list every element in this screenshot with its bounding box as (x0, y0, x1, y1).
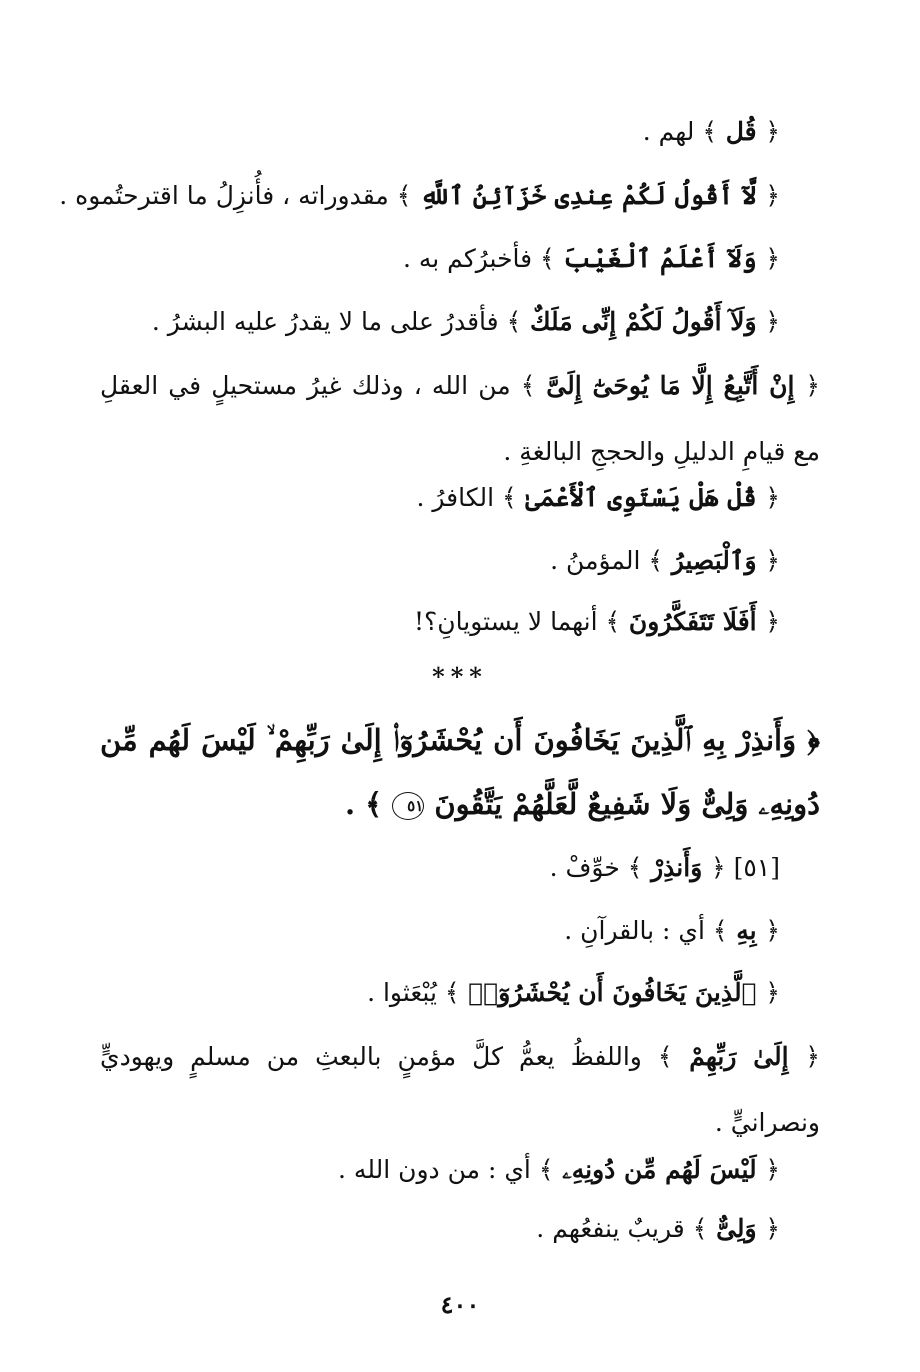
quran-quote: ﴿ وَلَآ أَقُولُ لَكُمْ إِنِّى مَلَكٌ ﴾ (506, 307, 780, 336)
quran-quote: ﴿ بِهِ ﴾ (712, 916, 780, 945)
line-7 (550, 545, 780, 577)
commentary-text: مقدوراته ، فأُنزِلُ ما اقترحتُموه . (59, 181, 389, 210)
commentary-text: فأخبرُكم به . (402, 244, 533, 273)
commentary-line-1 (550, 852, 780, 884)
main-verse-text: وَأَنذِرْ بِهِ ٱلَّذِينَ يَخَافُونَ أَن يُحْشَرُوٓا۟ إِلَىٰ رَبِّهِمْ ۙ لَيْسَ لَهُم مِّن دُونِهِۦ وَلِىٌّ وَلَا شَفِيعٌ لَّعَلَّهُمْ يَتَّقُونَ (100, 723, 820, 821)
commentary-text: واللفظُ يعمُّ كلَّ مؤمنٍ بالبعثِ من مسلمٍ ويهوديٍّ ونصرانيٍّ . (100, 1042, 820, 1137)
quran-quote: ﴿ أَفَلَا تَتَفَكَّرُونَ ﴾ (605, 607, 780, 636)
commentary-text: خوِّفْ . (549, 853, 620, 882)
quran-quote: ﴿ لَيْسَ لَهُم مِّن دُونِهِۦ ﴾ (538, 1155, 780, 1184)
commentary-line-4 (100, 1024, 820, 1156)
commentary-line-3 (367, 977, 780, 1009)
quran-quote: ﴿ وَأَنذِرْ ﴾ (627, 853, 726, 882)
line-1 (643, 116, 780, 148)
line-6 (416, 482, 780, 514)
line-8 (414, 606, 780, 638)
commentary-text: يُبْعَثوا . (367, 978, 437, 1007)
quran-quote: ﴿ إِلَىٰ رَبِّهِمْ ﴾ (657, 1042, 820, 1071)
quran-quote: ﴿ لَّآ أَقُولُ لَكُمْ عِندِى خَزَآئِنُ ٱللَّهِ ﴾ (396, 181, 780, 210)
quran-quote: ﴿ وَلَآ أَعْلَمُ ٱلْغَيْبَ ﴾ (540, 244, 780, 273)
quran-quote: ﴿ إِنْ أَتَّبِعُ إِلَّا مَا يُوحَىٰٓ إِلَىَّ ﴾ (520, 371, 820, 400)
commentary-text: أي : من دون الله . (338, 1155, 531, 1184)
quran-quote: ﴿ وَٱلْبَصِيرُ ﴾ (648, 546, 780, 575)
quran-quote: ﴿ قُل ﴾ (702, 117, 780, 146)
commentary-text: من الله ، وذلك غيرُ مستحيلٍ في العقلِ مع قيامِ الدليلِ والحججِ البالغةِ . (100, 371, 820, 466)
line-4 (152, 306, 780, 338)
commentary-text: الكافرُ . (416, 483, 495, 512)
section-separator: *** (432, 662, 488, 691)
line-3 (403, 243, 780, 275)
commentary-text: قريبٌ ينفعُهم . (536, 1214, 685, 1243)
commentary-line-5 (338, 1154, 780, 1186)
commentary-text: فأقدرُ على ما لا يقدرُ عليه البشرُ . (151, 307, 499, 336)
commentary-line-6 (536, 1213, 780, 1245)
commentary-line-2 (564, 915, 780, 947)
commentary-text: لهم . (642, 117, 695, 146)
line-5 (100, 353, 820, 485)
verse-ref: [٥١] (733, 853, 780, 882)
commentary-text: أي : بالقرآنِ . (564, 916, 705, 945)
verse-number-marker: ٥١ (392, 792, 424, 820)
line-2 (59, 180, 780, 212)
quran-quote: ﴿ وَلِىٌّ ﴾ (692, 1214, 780, 1243)
quran-quote: ﴿ ٱلَّذِينَ يَخَافُونَ أَن يُحْشَرُوٓا۟ ﴾ (444, 978, 780, 1007)
main-verse: ﴿ وَأَنذِرْ بِهِ ٱلَّذِينَ يَخَافُونَ أَن يُحْشَرُوٓا۟ إِلَىٰ رَبِّهِمْ ۙ لَيْسَ لَهُم مِّن دُونِهِۦ وَلِىٌّ وَلَا شَفِيعٌ لَّعَلَّهُمْ يَتَّقُونَ ٥١ ﴾ . (100, 723, 820, 821)
page-number: ٤٠٠ (440, 1290, 480, 1319)
commentary-text: أنهما لا يستويانِ؟! (413, 607, 598, 636)
commentary-text: المؤمنُ . (550, 546, 641, 575)
quran-quote: ﴿ قُلْ هَلْ يَسْتَوِى ٱلْأَعْمَىٰ ﴾ (502, 483, 780, 512)
